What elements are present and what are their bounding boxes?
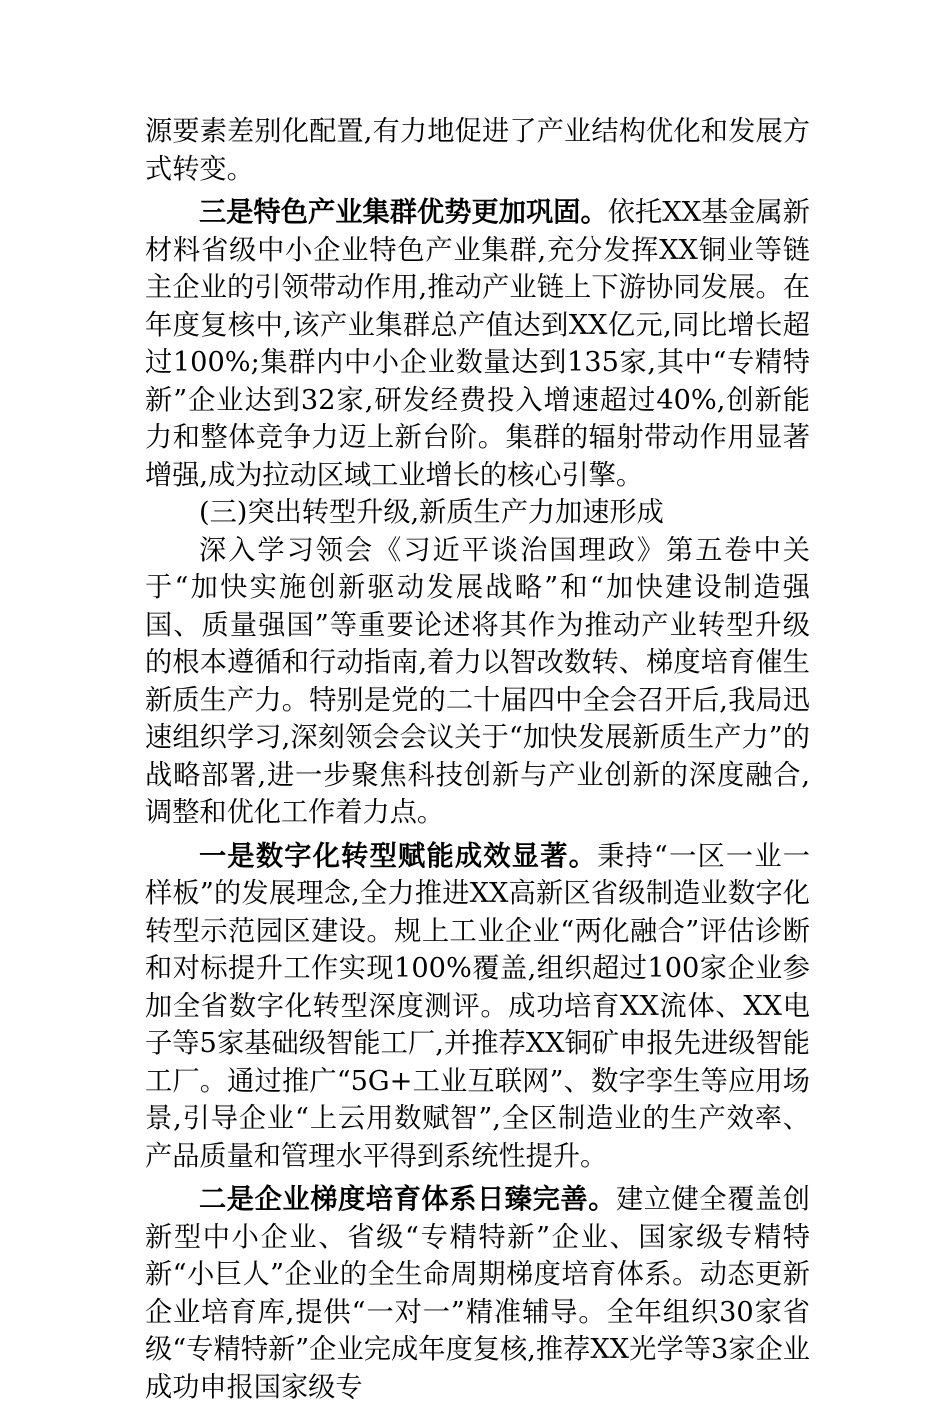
paragraph-lead-heading: 二是企业梯度培育体系日臻完善。 bbox=[199, 1183, 616, 1215]
paragraph-lead-heading: 三是特色产业集群优势更加巩固。 bbox=[199, 196, 608, 228]
paragraph-text: 依托XX基金属新材料省级中小企业特色产业集群,充分发挥XX铜业等链主企业的引领带动作用,推动产业链上下游协同发展。在年度复核中,该产业集群总产值达到XX亿元,同比增长超过100%;集群内中小企业数量达到135家,其中“专精特新”企业达到32家,研发经费投入增速超过40%,创新能力和整体竞争力迈上新台阶。集群的辐射带动作用显著增强,成为拉动区域工业增长的核心引擎。 bbox=[145, 197, 810, 491]
document-body bbox=[145, 113, 810, 1406]
paragraph-enterprise-cultivation bbox=[145, 1181, 810, 1406]
paragraph-continued bbox=[145, 113, 810, 188]
paragraph-lead-heading: 一是数字化转型赋能成效显著。 bbox=[199, 839, 598, 872]
section-heading bbox=[145, 494, 810, 532]
paragraph-text: 深入学习领会《习近平谈治国理政》第五卷中关于“加快实施创新驱动发展战略”和“加快建设制造强国、质量强国”等重要论述将其作为推动产业转型升级的根本遵循和行动指南,着力以智改数转、梯度培育催生新质生产力。特别是党的二十届四中全会召开后,我局迅速组织学习,深刻领会会议关于“加快发展新质生产力”的战略部署,进一步聚焦科技创新与产业创新的深度融合,调整和优化工作着力点。 bbox=[145, 534, 810, 828]
paragraph-text: 建立健全覆盖创新型中小企业、省级“专精特新”企业、国家级专精特新“小巨人”企业的全生命周期梯度培育体系。动态更新企业培育库,提供“一对一”精准辅导。全年组织30家省级“专精特新”企业完成年度复核,推荐XX光学等3家企业成功申报国家级专 bbox=[145, 1184, 810, 1403]
paragraph-digital-transformation bbox=[145, 838, 810, 1176]
paragraph-text: 秉持“一区一业一样板”的发展理念,全力推进XX高新区省级制造业数字化转型示范园区建设。规上工业企业“两化融合”评估诊断和对标提升工作实现100%覆盖,组织超过100家企业参加全省数字化转型深度测评。成功培育XX流体、XX电子等5家基础级智能工厂,并推荐XX铜矿申报先进级智能工厂。通过推广“5G+工业互联网”、数字孪生等应用场景,引导企业“上云用数赋智”,全区制造业的生产效率、产品质量和管理水平得到系统性提升。 bbox=[145, 840, 810, 1172]
paragraph-study bbox=[145, 532, 810, 832]
paragraph-cluster-advantage bbox=[145, 194, 810, 494]
section-heading-text: (三)突出转型升级,新质生产力加速形成 bbox=[199, 497, 664, 528]
paragraph-text: 源要素差别化配置,有力地促进了产业结构优化和发展方式转变。 bbox=[145, 116, 810, 185]
